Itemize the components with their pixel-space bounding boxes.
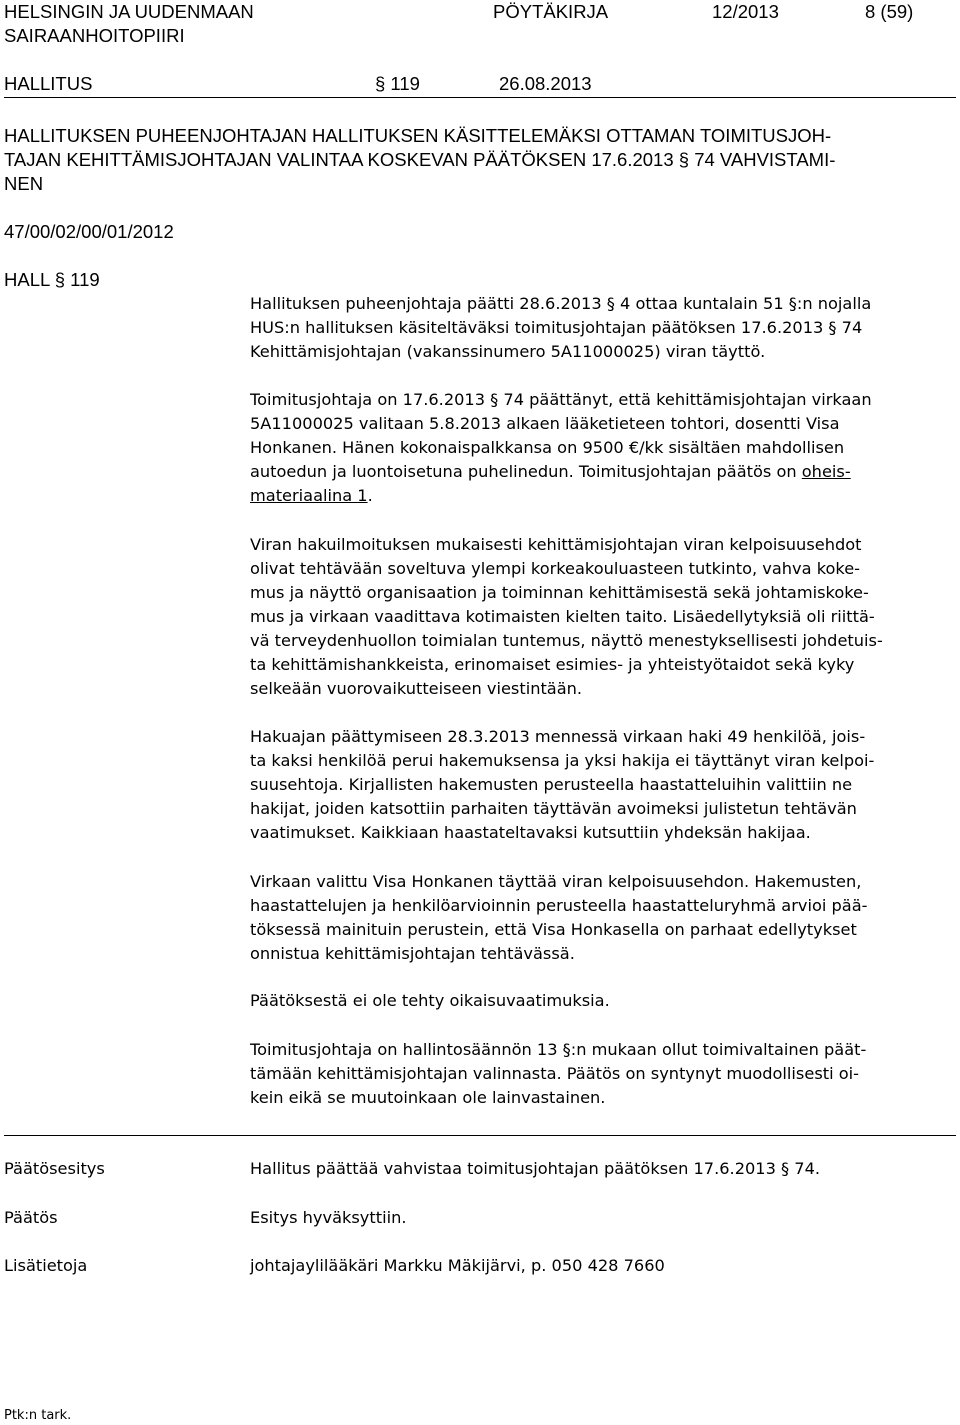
- footer-note: Ptk:n tark.: [4, 1408, 72, 1423]
- paragraph-line: 5A11000025 valitaan 5.8.2013 alkaen lääketieteen tohtori, dosentti Visa: [250, 414, 840, 433]
- paragraph-line: Kehittämisjohtajan (vakanssinumero 5A11000025) viran täyttö.: [250, 342, 766, 361]
- title-line: NEN: [4, 173, 44, 194]
- paragraph-line: [250, 460, 955, 484]
- info-text: johtajaylilääkäri Markku Mäkijärvi, p. 050 428 7660: [250, 1256, 665, 1275]
- paragraph-line: Viran hakuilmoituksen mukaisesti kehittämisjohtajan viran kelpoisuusehdot: [250, 535, 862, 554]
- paragraph-line: vä terveydenhuollon toimialan tuntemus, näyttö menestyksellisesti johdetuis-: [250, 631, 883, 650]
- attachment-link[interactable]: materiaalina 1: [250, 486, 368, 505]
- decision-text: Esitys hyväksyttiin.: [250, 1208, 407, 1227]
- proposal-label: Päätösesitys: [4, 1159, 105, 1178]
- paragraph: [250, 870, 955, 966]
- paragraph-line: hakijat, joiden katsottiin parhaiten täyttävän avoimeksi julistetun tehtävän: [250, 799, 857, 818]
- paragraph-line: Virkaan valittu Visa Honkanen täyttää viran kelpoisuusehdon. Hakemusten,: [250, 872, 862, 891]
- hall-reference: HALL § 119: [4, 269, 100, 290]
- paragraph: [250, 989, 955, 1013]
- paragraph-line: selkeään vuorovaikutteiseen viestintään.: [250, 679, 583, 698]
- paragraph-line: töksessä mainituin perustein, että Visa Honkasella on parhaat edellytykset: [250, 920, 857, 939]
- organization-name-line2: SAIRAANHOITOPIIRI: [4, 25, 185, 46]
- paragraph-text: autoedun ja luontoisetuna puhelinedun. Toimitusjohtajan päätös on: [250, 462, 802, 481]
- diary-number: 47/00/02/00/01/2012: [4, 221, 174, 242]
- attachment-link[interactable]: oheis-: [801, 462, 851, 481]
- paragraph-line: Hakuajan päättymiseen 28.3.2013 mennessä virkaan haki 49 henkilöä, jois-: [250, 727, 866, 746]
- paragraph-line: ta kaksi henkilöä perui hakemuksensa ja yksi hakija ei täyttänyt viran kelpoi-: [250, 751, 875, 770]
- paragraph-line: ta kehittämishankkeista, erinomaiset esimies- ja yhteistyötaidot sekä kyky: [250, 655, 855, 674]
- paragraph: [250, 292, 955, 364]
- header-divider: [4, 97, 956, 98]
- paragraph-line: Päätöksestä ei ole tehty oikaisuvaatimuksia.: [250, 991, 610, 1010]
- page-number: 8 (59): [865, 1, 914, 22]
- paragraph-text: .: [367, 486, 373, 505]
- paragraph-line: vaatimukset. Kaikkiaan haastateltavaksi kutsuttiin yhdeksän hakijaa.: [250, 823, 811, 842]
- document-number: 12/2013: [712, 1, 779, 22]
- paragraph: [250, 388, 955, 508]
- paragraph-line: suusehtoja. Kirjallisten hakemusten perusteella haastatteluihin valittiin ne: [250, 775, 853, 794]
- paragraph-line: tämään kehittämisjohtajan valinnasta. Päätös on syntynyt muodollisesti oi-: [250, 1064, 859, 1083]
- paragraph-line: kein eikä se muutoinkaan ole lainvastainen.: [250, 1088, 606, 1107]
- info-label: Lisätietoja: [4, 1256, 88, 1275]
- decision-label: Päätös: [4, 1208, 58, 1227]
- paragraph-line: mus ja näyttö organisaation ja toiminnan kehittämisestä sekä johtamiskoke-: [250, 583, 869, 602]
- paragraph: [250, 1038, 955, 1110]
- decision-divider: [4, 1135, 956, 1136]
- document-type: PÖYTÄKIRJA: [493, 1, 609, 22]
- section-number: § 119: [375, 73, 420, 94]
- meeting-date: 26.08.2013: [499, 73, 592, 94]
- paragraph-line: mus ja virkaan vaadittava kotimaisten kielten taito. Lisäedellytyksiä oli riittä-: [250, 607, 875, 626]
- paragraph-line: Toimitusjohtaja on hallintosäännön 13 §:n mukaan ollut toimivaltainen päät-: [250, 1040, 867, 1059]
- paragraph-line: olivat tehtävään soveltuva ylempi korkeakouluasteen tutkinto, vahva koke-: [250, 559, 860, 578]
- body-name: HALLITUS: [4, 73, 93, 94]
- title-line: HALLITUKSEN PUHEENJOHTAJAN HALLITUKSEN KÄSITTELEMÄKSI OTTAMAN TOIMITUSJOH-: [4, 125, 832, 146]
- paragraph-line: haastattelujen ja henkilöarvioinnin perusteella haastatteluryhmä arvioi pää-: [250, 896, 868, 915]
- paragraph-line: [250, 484, 955, 508]
- paragraph-line: HUS:n hallituksen käsiteltäväksi toimitusjohtajan päätöksen 17.6.2013 § 74: [250, 318, 863, 337]
- organization-name-line1: HELSINGIN JA UUDENMAAN: [4, 1, 254, 22]
- paragraph: [250, 533, 955, 701]
- document-title: [4, 124, 944, 196]
- paragraph-line: Honkanen. Hänen kokonaispalkkansa on 9500 €/kk sisältäen mahdollisen: [250, 438, 845, 457]
- paragraph-line: onnistua kehittämisjohtajan tehtävässä.: [250, 944, 575, 963]
- paragraph: [250, 725, 955, 845]
- paragraph-line: Hallituksen puheenjohtaja päätti 28.6.2013 § 4 ottaa kuntalain 51 §:n nojalla: [250, 294, 872, 313]
- proposal-text: Hallitus päättää vahvistaa toimitusjohtajan päätöksen 17.6.2013 § 74.: [250, 1159, 821, 1178]
- title-line: TAJAN KEHITTÄMISJOHTAJAN VALINTAA KOSKEVAN PÄÄTÖKSEN 17.6.2013 § 74 VAHVISTAMI-: [4, 149, 836, 170]
- paragraph-line: Toimitusjohtaja on 17.6.2013 § 74 päättänyt, että kehittämisjohtajan virkaan: [250, 390, 872, 409]
